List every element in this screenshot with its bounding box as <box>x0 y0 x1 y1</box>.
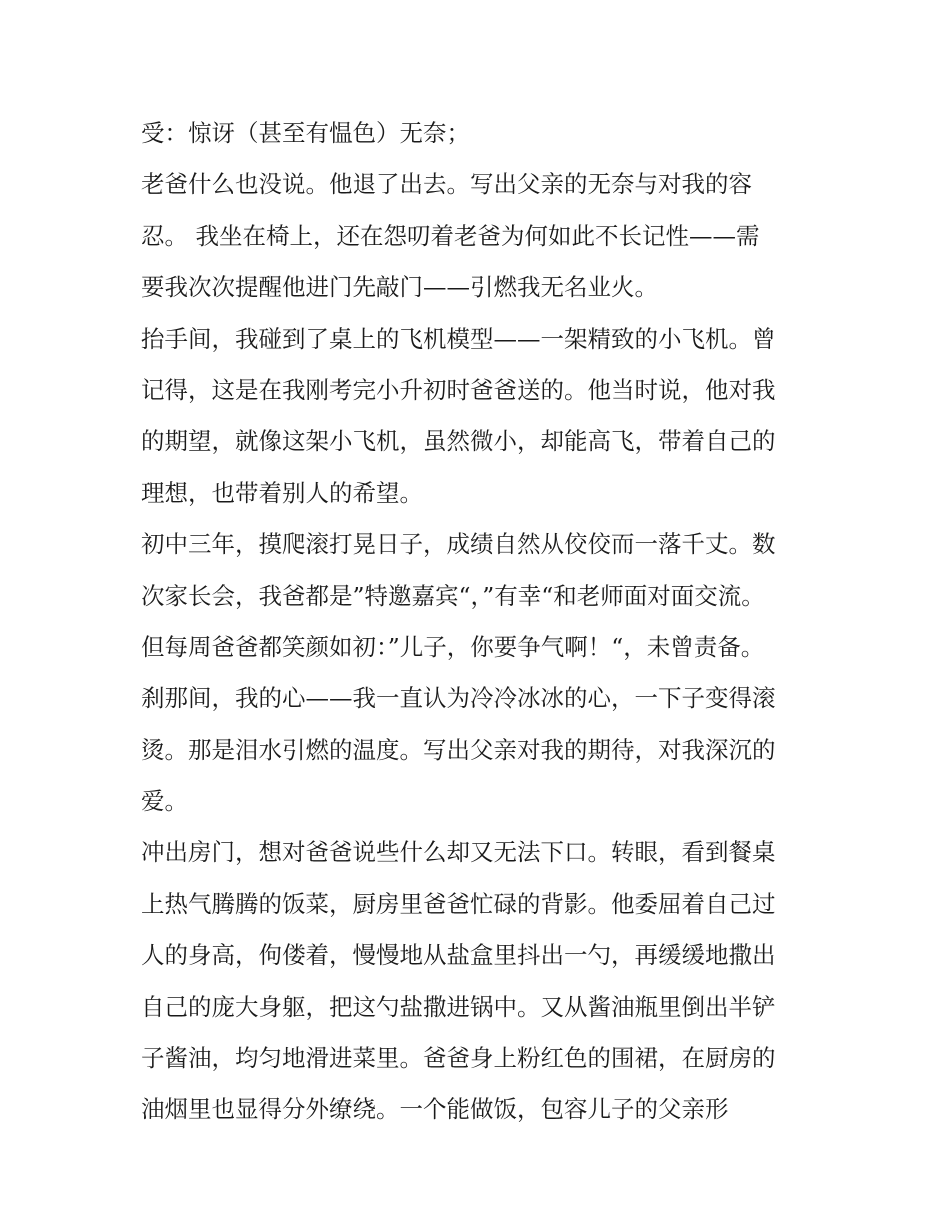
text-line: 抬手间，我碰到了桌上的飞机模型——一架精致的小飞机。曾 <box>141 324 776 353</box>
essay-text <box>141 108 821 1136</box>
text-line: 要我次次提醒他进门先敲门——引燃我无名业火。 <box>141 273 658 302</box>
text-line: 次家长会，我爸都是”特邀嘉宾“，”有幸“和老师面对面交流。 <box>141 581 765 610</box>
text-line: 子酱油，均匀地滑进菜里。爸爸身上粉红色的围裙，在厨房的 <box>141 1044 776 1073</box>
text-line: 上热气腾腾的饭菜，厨房里爸爸忙碌的背影。他委屈着自己过 <box>141 889 776 918</box>
text-line: 老爸什么也没说。他退了出去。写出父亲的无奈与对我的容 <box>141 170 752 199</box>
text-line: 初中三年，摸爬滚打晃日子，成绩自然从佼佼而一落千丈。数 <box>141 530 776 559</box>
text-line: 自己的庞大身躯，把这勺盐撒进锅中。又从酱油瓶里倒出半铲 <box>141 992 776 1021</box>
text-line: 记得，这是在我刚考完小升初时爸爸送的。他当时说，他对我 <box>141 375 776 404</box>
text-line: 人的身高，佝偻着，慢慢地从盐盒里抖出一勺，再缓缓地撒出 <box>141 941 776 970</box>
text-line: 爱。 <box>141 787 188 816</box>
text-line: 冲出房门，想对爸爸说些什么却又无法下口。转眼，看到餐桌 <box>141 838 776 867</box>
text-line: 烫。那是泪水引燃的温度。写出父亲对我的期待，对我深沉的 <box>141 735 776 764</box>
text-line: 理想，也带着别人的希望。 <box>141 478 423 507</box>
text-line: 刹那间，我的心——我一直认为冷冷冰冰的心，一下子变得滚 <box>141 684 776 713</box>
text-line: 忍。 我坐在椅上，还在怨叨着老爸为何如此不长记性——需 <box>141 221 760 250</box>
text-line: 受：惊讶（甚至有愠色）无奈； <box>141 119 470 147</box>
text-line: 的期望，就像这架小飞机，虽然微小，却能高飞，带着自己的 <box>141 427 776 456</box>
text-line: 但每周爸爸都笑颜如初：”儿子，你要争气啊！“，未曾责备。 <box>141 632 765 661</box>
text-line: 油烟里也显得分外缭绕。一个能做饭，包容儿子的父亲形 <box>141 1095 729 1124</box>
